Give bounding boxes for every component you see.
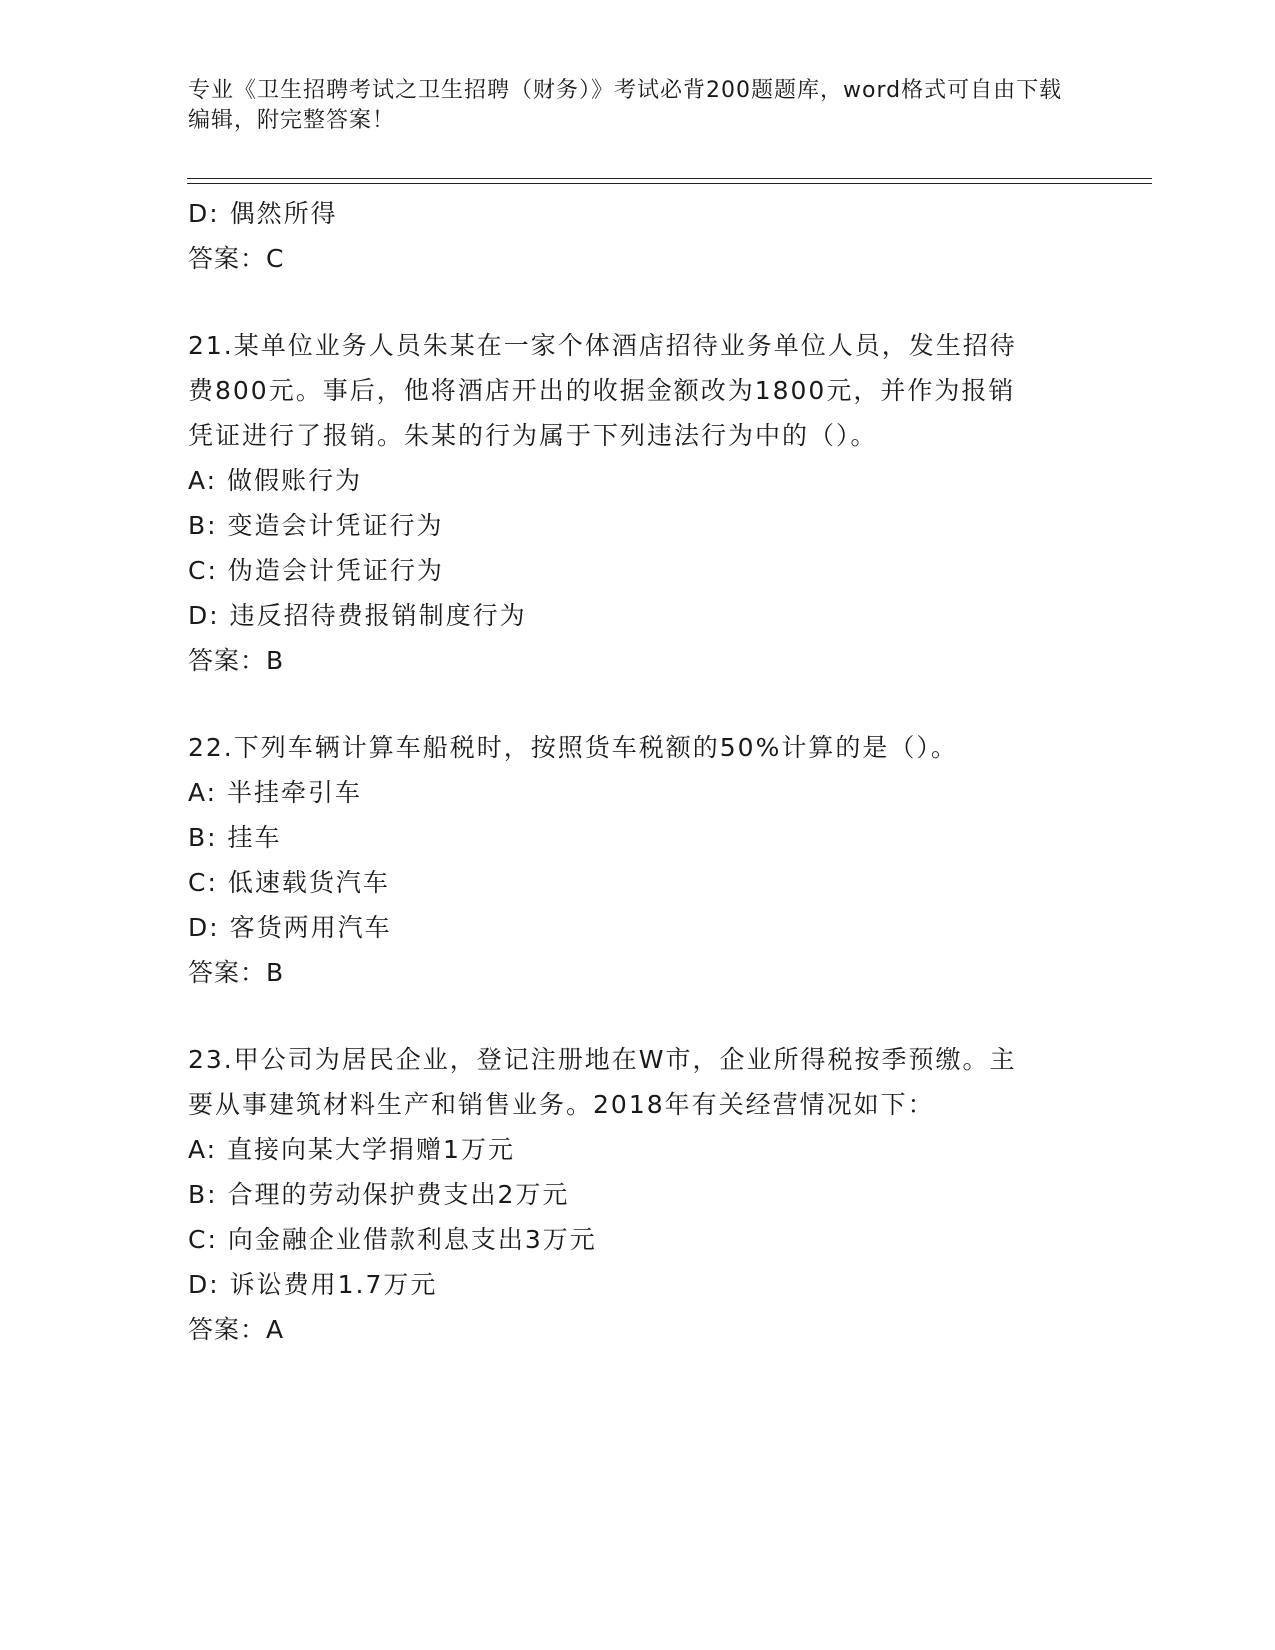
option-d: D: 客货两用汽车: [188, 913, 392, 942]
option-b: B: 合理的劳动保护费支出2万元: [188, 1180, 570, 1209]
document-header: [188, 76, 1068, 136]
answer-line: 答案：C: [188, 244, 285, 273]
question-stem-line: 凭证进行了报销。朱某的行为属于下列违法行为中的（）。: [188, 421, 878, 450]
question-23: [188, 1037, 1088, 1352]
question-22: [188, 725, 1088, 995]
question-stem-line: 要从事建筑材料生产和销售业务。2018年有关经营情况如下：: [188, 1090, 935, 1119]
document-body: [188, 191, 1088, 1352]
option-c: C: 伪造会计凭证行为: [188, 556, 444, 585]
option-d: D: 偶然所得: [188, 199, 338, 228]
header-divider-bottom: [187, 183, 1152, 184]
header-divider-top: [187, 178, 1152, 179]
option-a: A: 半挂牵引车: [188, 778, 363, 807]
option-a: A: 做假账行为: [188, 466, 363, 495]
question-21: [188, 323, 1088, 683]
question-stem-line: 21.某单位业务人员朱某在一家个体酒店招待业务单位人员，发生招待: [188, 331, 1017, 360]
question-stem-line: 22.下列车辆计算车船税时，按照货车税额的50%计算的是（）。: [188, 733, 958, 762]
answer-line: 答案：B: [188, 646, 285, 675]
option-d: D: 违反招待费报销制度行为: [188, 601, 527, 630]
option-d: D: 诉讼费用1.7万元: [188, 1270, 438, 1299]
answer-line: 答案：B: [188, 958, 285, 987]
question-stem-line: 费800元。事后，他将酒店开出的收据金额改为1800元，并作为报销: [188, 376, 1016, 405]
option-c: C: 低速载货汽车: [188, 868, 390, 897]
question-stem-line: 23.甲公司为居民企业，登记注册地在W市，企业所得税按季预缴。主: [188, 1045, 1017, 1074]
header-text: 专业《卫生招聘考试之卫生招聘（财务）》考试必背200题题库，word格式可自由下载编辑，附完整答案！: [188, 78, 1063, 133]
option-b: B: 挂车: [188, 823, 282, 852]
carryover-question: [188, 191, 1088, 281]
option-a: A: 直接向某大学捐赠1万元: [188, 1135, 515, 1164]
option-b: B: 变造会计凭证行为: [188, 511, 444, 540]
answer-line: 答案：A: [188, 1315, 285, 1344]
option-c: C: 向金融企业借款利息支出3万元: [188, 1225, 597, 1254]
